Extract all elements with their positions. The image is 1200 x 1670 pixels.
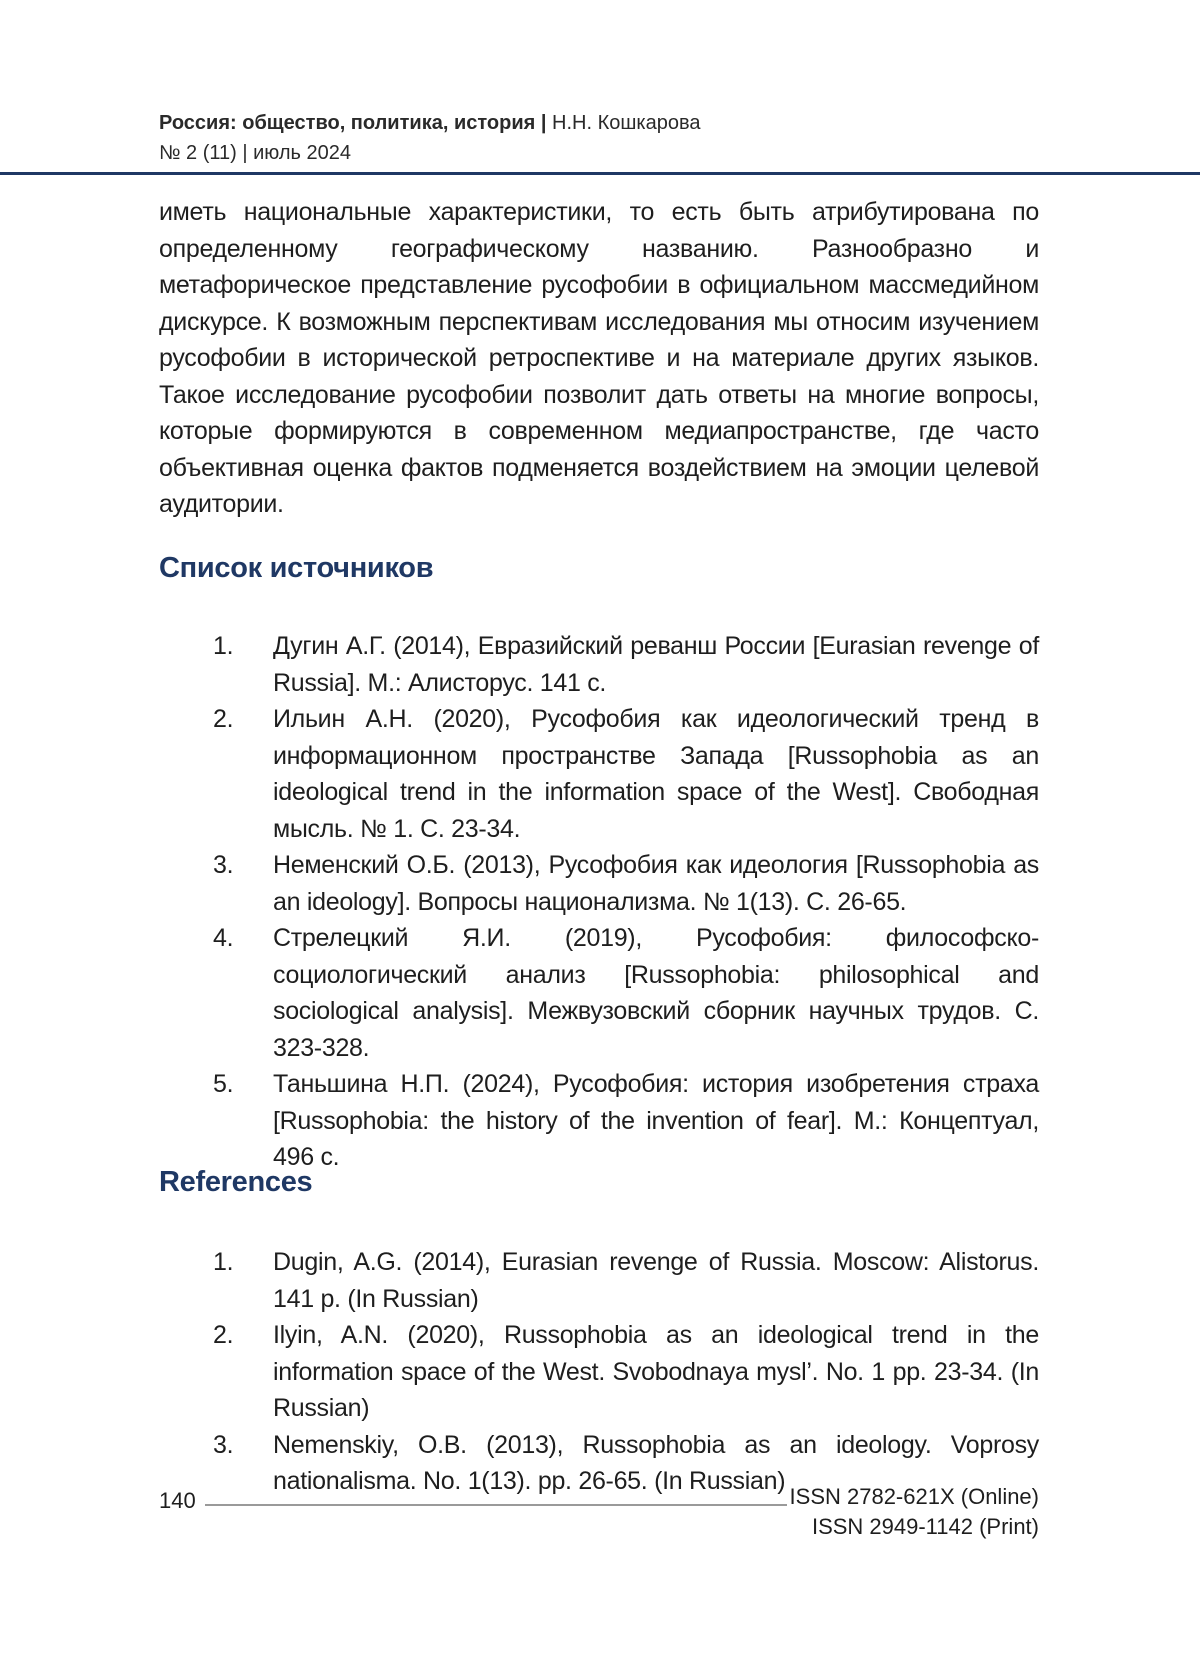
list-item-number: 4. <box>213 924 234 952</box>
footer-rule <box>205 1504 787 1506</box>
references-list <box>159 1244 1039 1500</box>
page-number: 140 <box>159 1488 196 1513</box>
header-line-1 <box>159 108 700 138</box>
list-item-text: Dugin, A.G. (2014), Eurasian revenge of Russia. Moscow: Alistorus. 141 p. (In Russian) <box>273 1248 1039 1313</box>
list-item <box>159 1244 1039 1317</box>
list-item-number: 3. <box>213 851 234 879</box>
references-heading: References <box>159 1166 313 1198</box>
list-item <box>159 847 1039 920</box>
sources-heading: Список источников <box>159 552 434 584</box>
list-item-text: Nemenskiy, O.B. (2013), Russophobia as an ideology. Voprosy nationalisma. No. 1(13). pp. 26-65. (In Russian) <box>273 1430 1039 1495</box>
list-item-number: 2. <box>213 1321 234 1349</box>
list-item-text: Таньшина Н.П. (2024), Русофобия: история изобретения страха [Russophobia: the history of the invention of fear]. М.: Концептуал, 496 с. <box>273 1070 1039 1171</box>
issn-print: ISSN 2949-1142 (Print) <box>811 1514 1039 1539</box>
list-item-number: 3. <box>213 1430 234 1459</box>
running-header <box>159 108 700 168</box>
list-item-number: 5. <box>213 1070 234 1098</box>
list-item-text: Неменский О.Б. (2013), Русофобия как идеология [Russophobia as an ideology]. Вопросы национализма. № 1(13). С. 26-65. <box>273 851 1039 916</box>
list-item-number: 2. <box>213 705 234 733</box>
body-paragraph: иметь национальные характеристики, то есть быть атрибутирована по определенному географическому названию. Разнообразно и метафорическое представление русофобии в официальном массмедийном дискурсе. К возможным перспективам исследования мы относим изучением русофобии в исторической ретроспективе и на материале других языков. Такое исследование русофобии позволит дать ответы на многие вопросы, которые формируются в современном медиапространстве, где часто объективная оценка фактов подменяется воздействием на эмоции целевой аудитории. <box>159 198 1039 518</box>
header-rule <box>0 172 1200 175</box>
list-item-text: Ильин А.Н. (2020), Русофобия как идеологический тренд в информационном пространстве Запада [Russophobia as an ideological trend in the information space of the West]. Свободная мысль. № 1. С. 23-34. <box>273 705 1039 843</box>
list-item <box>159 1317 1039 1427</box>
list-item <box>159 920 1039 1066</box>
list-item <box>159 701 1039 847</box>
issue-info: № 2 (11) | июль 2024 <box>159 142 351 164</box>
list-item <box>159 628 1039 701</box>
body-text <box>159 194 1039 523</box>
sources-list <box>159 628 1039 1176</box>
list-item-text: Ilyin, A.N. (2020), Russophobia as an ideological trend in the information space of the West. Svobodnaya mysl’. No. 1 pp. 23-34. (In Russian) <box>273 1321 1039 1422</box>
list-item <box>159 1066 1039 1176</box>
list-item-number: 1. <box>213 632 234 660</box>
footer-issn <box>790 1482 1039 1542</box>
list-item-text: Дугин А.Г. (2014), Евразийский реванш России [Eurasian revenge of Russia]. М.: Алисторус. 141 с. <box>273 632 1039 697</box>
issn-online: ISSN 2782-621X (Online) <box>789 1484 1039 1509</box>
article-author: Н.Н. Кошкарова <box>546 112 701 134</box>
list-item-number: 1. <box>213 1248 234 1276</box>
journal-title: Россия: общество, политика, история | <box>159 112 547 134</box>
list-item-text: Стрелецкий Я.И. (2019), Русофобия: философско-социологический анализ [Russophobia: philosophical and sociological analysis]. Межвузовский сборник научных трудов. С. 323-328. <box>273 924 1039 1062</box>
